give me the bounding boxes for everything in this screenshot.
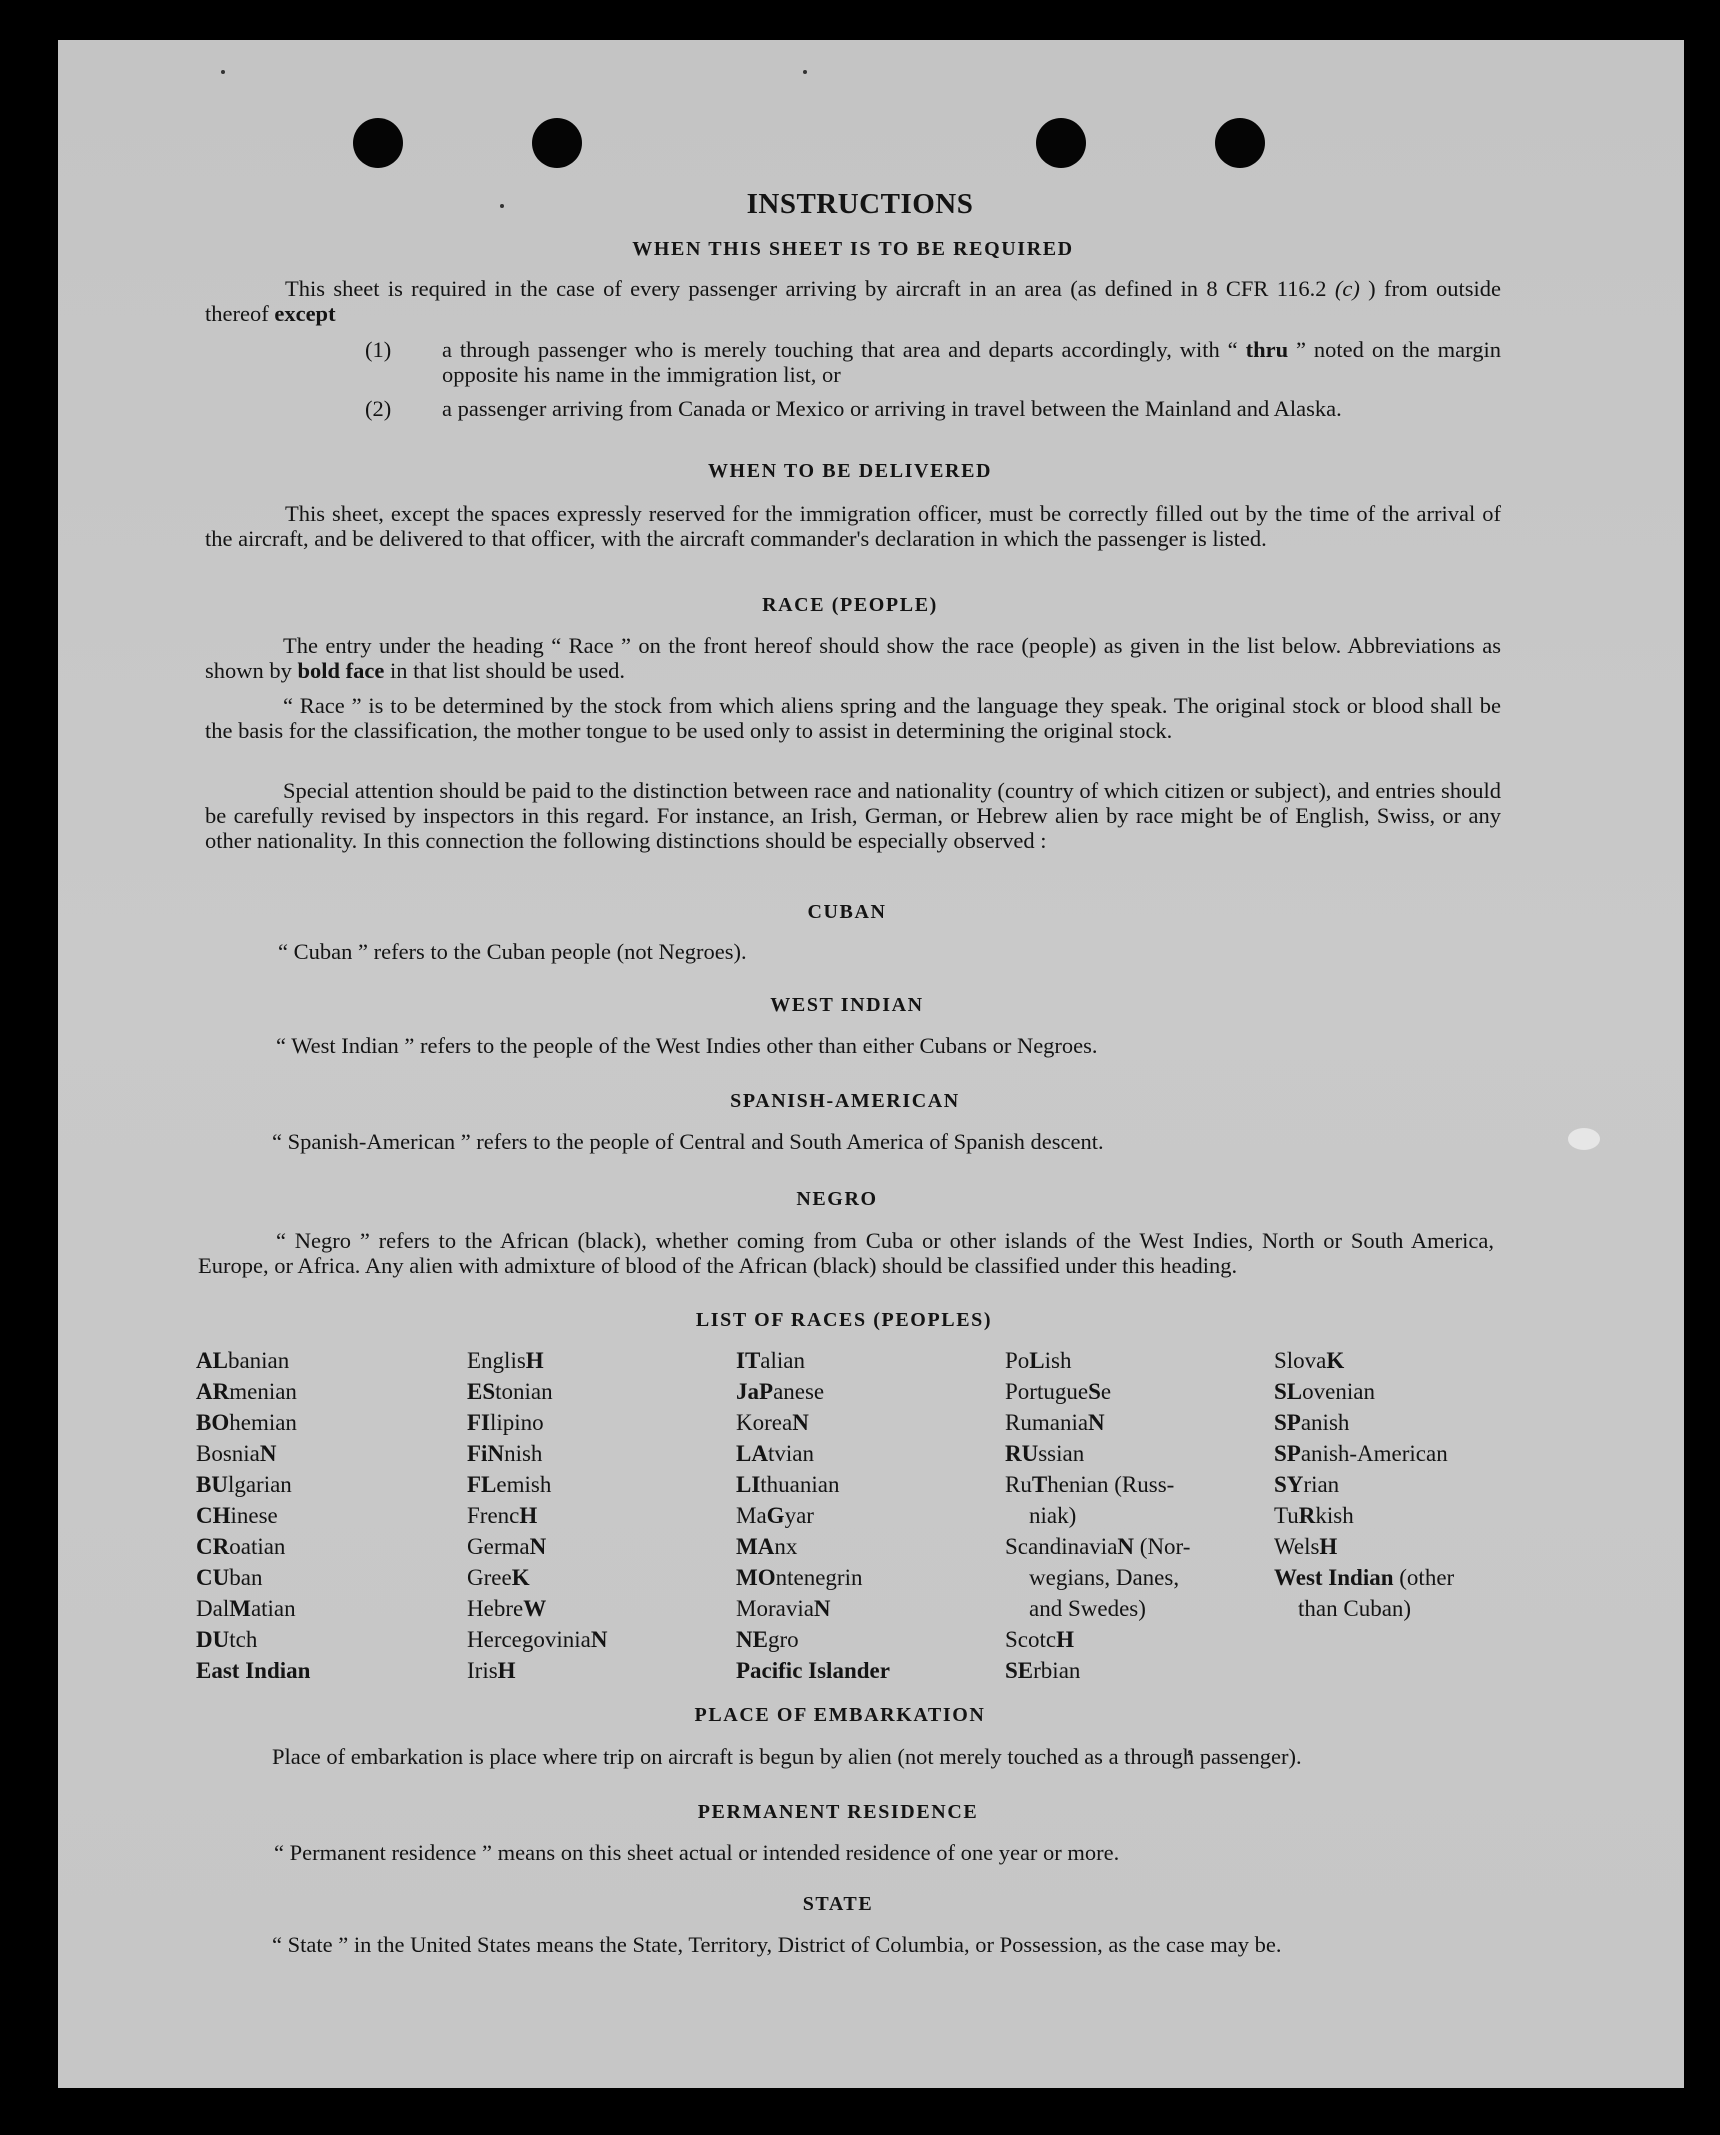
races-column-4 [1005, 1345, 1255, 1686]
section-heading: PLACE OF EMBARKATION [694, 1704, 986, 1726]
section-heading: PERMANENT RESIDENCE [697, 1801, 979, 1823]
race-entry: ALbanian [196, 1348, 290, 1373]
paragraph: This sheet, except the spaces expressly reserved for the immigration officer, must be correctly filled out by the time of the arrival of the aircraft, and be delivered to that officer, with the aircraft commander's declaration in which the passenger is listed. [205, 501, 1501, 551]
race-entry: BOhemian [196, 1410, 297, 1435]
race-entry: HercegoviniaN [467, 1627, 608, 1652]
race-entry: CRoatian [196, 1534, 286, 1559]
race-entry: CHinese [196, 1503, 278, 1528]
ink-speck [221, 70, 225, 74]
race-entry: SPanish [1274, 1410, 1350, 1435]
paragraph: The entry under the heading “ Race ” on the front hereof should show the race (people) as given in the list below. Abbreviations as shown by bold face in that list should be used. [205, 633, 1501, 683]
paragraph: Special attention should be paid to the distinction between race and nationality (country of which citizen or subject), and entries should be carefully revised by inspectors in this regard. For instance, an Irish, German, or Hebrew alien by race might be of English, Swiss, or any other nationality. In this connection the following distinctions should be especially observed : [205, 778, 1501, 853]
race-entry: SErbian [1005, 1658, 1081, 1683]
paragraph: “ Spanish-American ” refers to the people of Central and South America of Spanish descent. [272, 1129, 1104, 1154]
race-entry: DalMatian [196, 1596, 296, 1621]
list-number: (2) [365, 396, 392, 421]
race-entry: ScotcH [1005, 1627, 1074, 1652]
race-entry: ScandinaviaN (Nor- [1005, 1534, 1191, 1559]
race-entry: TuRkish [1274, 1503, 1354, 1528]
race-entry: HebreW [467, 1596, 547, 1621]
section-heading: NEGRO [796, 1188, 878, 1210]
race-entry: FLemish [467, 1472, 552, 1497]
race-entry: MoraviaN [736, 1596, 831, 1621]
section-heading: WEST INDIAN [770, 994, 924, 1016]
race-entry: EStonian [467, 1379, 553, 1404]
section-heading: LIST OF RACES (PEOPLES) [695, 1309, 993, 1331]
races-column-3 [736, 1345, 890, 1686]
race-entry: PoLish [1005, 1348, 1072, 1373]
paper-blemish [1568, 1128, 1600, 1150]
race-entry: FiNnish [467, 1441, 543, 1466]
races-column-2 [467, 1345, 608, 1686]
race-entry: ARmenian [196, 1379, 297, 1404]
paragraph: “ State ” in the United States means the State, Territory, District of Columbia, or Possession, as the case may be. [272, 1932, 1282, 1957]
paragraph: “ Race ” is to be determined by the stock from which aliens spring and the language they speak. The original stock or blood shall be the basis for the classification, the mother tongue to be used only to assist in determining the original stock. [205, 693, 1501, 743]
race-entry: WelsH [1274, 1534, 1338, 1559]
race-entry: FrencH [467, 1503, 538, 1528]
list-item: a through passenger who is merely touching that area and departs accordingly, with “ thru ” noted on the margin opposite his name in the immigration list, or [442, 337, 1501, 387]
race-entry: MAnx [736, 1534, 798, 1559]
race-entry: SYrian [1274, 1472, 1340, 1497]
race-entry: SPanish-American [1274, 1441, 1448, 1466]
race-entry: GermaN [467, 1534, 547, 1559]
race-entry: RuThenian (Russ- [1005, 1472, 1175, 1497]
race-entry: KoreaN [736, 1410, 809, 1435]
race-entry: East Indian [196, 1658, 311, 1683]
race-entry: JaPanese [736, 1379, 825, 1404]
section-heading: WHEN TO BE DELIVERED [707, 460, 993, 482]
race-entry: than Cuban) [1298, 1596, 1412, 1621]
list-item: a passenger arriving from Canada or Mexico or arriving in travel between the Mainland and Alaska. [442, 396, 1342, 421]
race-entry: LAtvian [736, 1441, 814, 1466]
section-heading: STATE [802, 1893, 874, 1915]
race-entry: IrisH [467, 1658, 516, 1683]
section-heading: CUBAN [807, 901, 887, 923]
punch-hole [353, 118, 403, 168]
race-entry: PortugueSe [1005, 1379, 1112, 1404]
section-heading: WHEN THIS SHEET IS TO BE REQUIRED [632, 238, 1074, 260]
paragraph: “ Permanent residence ” means on this sheet actual or intended residence of one year or more. [274, 1840, 1120, 1865]
race-entry: SLovenian [1274, 1379, 1375, 1404]
race-entry: SlovaK [1274, 1348, 1345, 1373]
race-entry: wegians, Danes, [1029, 1565, 1180, 1590]
paragraph: “ Negro ” refers to the African (black), whether coming from Cuba or other islands of the West Indies, North or South America, Europe, or Africa. Any alien with admixture of blood of the African (black) should be classified under this heading. [198, 1228, 1494, 1278]
race-entry: RumaniaN [1005, 1410, 1105, 1435]
race-entry: CUban [196, 1565, 263, 1590]
race-entry: MOntenegrin [736, 1565, 863, 1590]
punch-hole [1036, 118, 1086, 168]
race-entry: GreeK [467, 1565, 530, 1590]
paragraph: This sheet is required in the case of every passenger arriving by aircraft in an area (as defined in 8 CFR 116.2 (c) ) from outside thereof except [205, 276, 1501, 326]
race-entry: DUtch [196, 1627, 258, 1652]
race-entry: NEgro [736, 1627, 799, 1652]
race-entry: BUlgarian [196, 1472, 292, 1497]
race-entry: RUssian [1005, 1441, 1085, 1466]
race-entry: Pacific Islander [736, 1658, 890, 1683]
race-entry: niak) [1029, 1503, 1077, 1528]
race-entry: MaGyar [736, 1503, 814, 1528]
race-entry: LIthuanian [736, 1472, 840, 1497]
race-entry: BosniaN [196, 1441, 277, 1466]
race-entry: ITalian [736, 1348, 805, 1373]
list-number: (1) [365, 337, 392, 362]
section-heading: SPANISH-AMERICAN [730, 1090, 960, 1112]
punch-hole [532, 118, 582, 168]
section-heading: RACE (PEOPLE) [762, 594, 938, 616]
race-entry: FIlipino [467, 1410, 544, 1435]
race-entry: and Swedes) [1029, 1596, 1146, 1621]
races-column-5 [1274, 1345, 1514, 1624]
paragraph: “ West Indian ” refers to the people of the West Indies other than either Cubans or Negroes. [276, 1033, 1098, 1058]
race-entry: West Indian (other [1274, 1565, 1455, 1590]
paragraph: Place of embarkation is place where trip on aircraft is begun by alien (not merely touched as a through passenger). [272, 1744, 1302, 1769]
page-title: INSTRUCTIONS [746, 188, 974, 220]
ink-speck [803, 70, 807, 74]
punch-hole [1215, 118, 1265, 168]
race-entry: EnglisH [467, 1348, 544, 1373]
races-column-1 [196, 1345, 310, 1686]
paragraph: “ Cuban ” refers to the Cuban people (not Negroes). [278, 939, 747, 964]
